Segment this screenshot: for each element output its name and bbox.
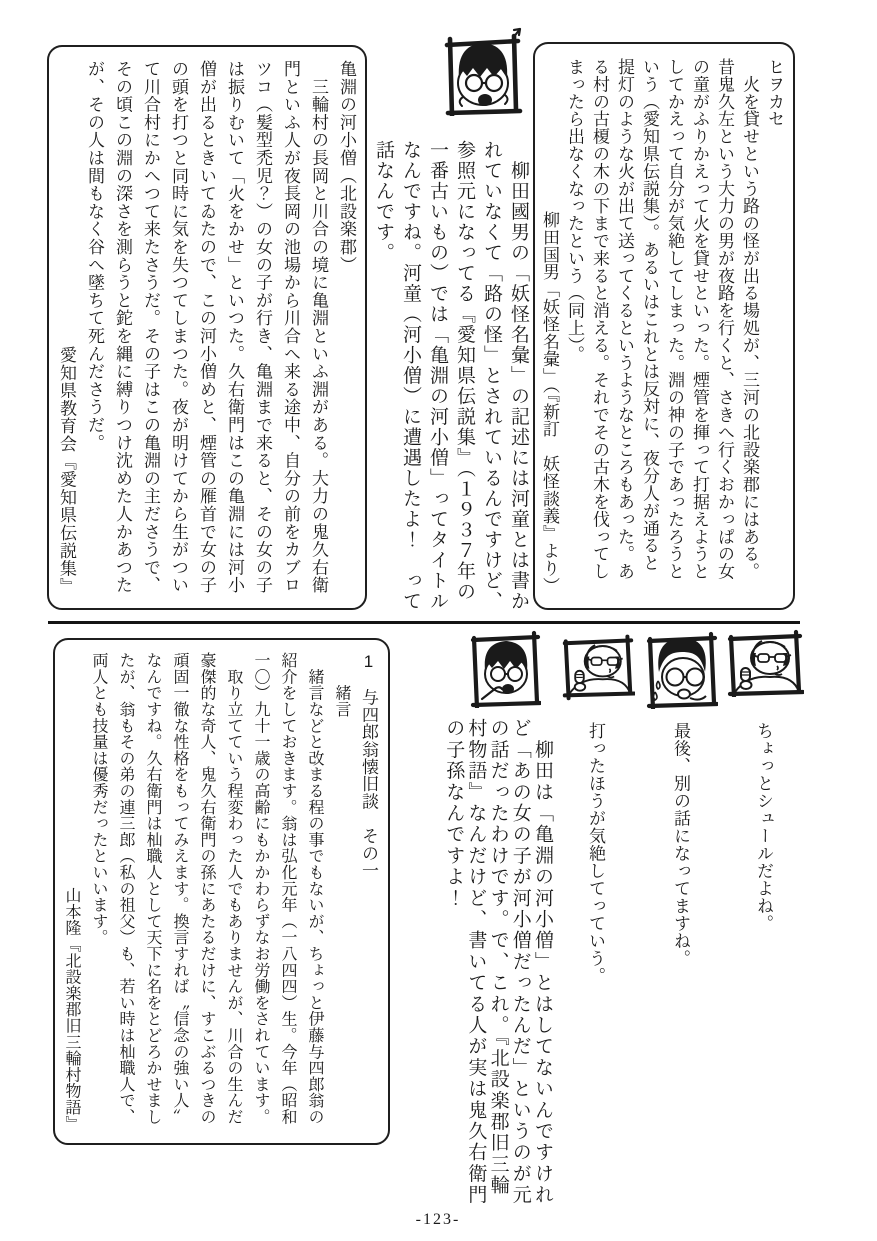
dialogue-closing-paragraph bbox=[441, 718, 553, 1214]
quote-line: 一〇）九十一歳の高齢にもかかわらずなお労働をされています。 bbox=[252, 652, 269, 1125]
commentary-line: 話なんです。 bbox=[373, 140, 394, 263]
quote-line: たが、翁もその弟の連三郎（私の祖父）も、若い時は杣職人で、 bbox=[117, 652, 134, 1125]
dialogue-line: の子孫なんですよ！ bbox=[443, 718, 465, 909]
quote-line: いう（愛知県伝説集）。あるいはこれとは反対に、夜分人が通ると bbox=[640, 58, 659, 572]
quote-line: 豪傑的な奇人、鬼久右衛門の孫にあたるだけに、すこぶるつきの bbox=[198, 652, 215, 1125]
quote-line: ツコ（髪型禿児？）の女の子が行き、亀淵まで来ると、その女の子 bbox=[253, 60, 272, 594]
dialogue-line: 柳田は「亀淵の河小僧」とはしてないんですけれ bbox=[532, 718, 553, 1206]
quote-line: 取り立てていう程変わった人でもありませんが、川合の生んだ bbox=[225, 652, 242, 1125]
quote-line: は振りむいて「火をかせ」といつた。久右衛門はこの亀淵には河小 bbox=[225, 60, 244, 594]
sweating-man-icon bbox=[645, 630, 718, 709]
shocked-face-illustration bbox=[441, 26, 525, 116]
quote-line: その頃この淵の深さを測らうと鉈を縄に縛りつけ沈めた人かあつた bbox=[113, 60, 132, 594]
quote-line: 三輪村の長岡と川合の境に亀淵といふ淵がある。大力の鬼久右衛 bbox=[309, 60, 328, 594]
quote-title-kamebuchi: 亀淵の河小僧（北設楽郡） bbox=[337, 60, 356, 274]
commentary-line: 柳田國男の「妖怪名彙」の記述には河童とは書か bbox=[508, 140, 529, 612]
commentary-line: 参照元になってる『愛知県伝説集』（１９３７年の bbox=[454, 140, 475, 602]
dialogue-line: 村物語』なんだけど、書いてる人が実は鬼久右衛門 bbox=[465, 718, 487, 1206]
page-number: -123- bbox=[415, 1211, 461, 1228]
quote-line: 両人とも技量は優秀だったといいます。 bbox=[90, 652, 107, 946]
quote-heading: 1 与四郎翁懐旧談 その一 bbox=[359, 652, 378, 879]
quote-attribution: 愛知県教育会『愛知県伝説集』 bbox=[57, 345, 76, 595]
quote-line: の頭を打つと同時に気を失つてしまつた。夜が明けてから生がつい bbox=[169, 60, 188, 594]
quote-title-hiwokase: ヒヲカセ bbox=[765, 58, 784, 128]
portrait-mic-man-2 bbox=[561, 628, 635, 704]
section-divider bbox=[48, 621, 800, 624]
dialogue-line: ど「あの女の子が河小僧だったんだ」というのが元 bbox=[509, 718, 531, 1206]
quote-line: 昔鬼久左という大力の男が夜路を行くと、さきへ行くおかっぱの女 bbox=[715, 58, 734, 580]
talking-bob-hair-icon bbox=[469, 629, 541, 708]
portrait-sweating-man bbox=[645, 630, 718, 709]
quote-line: なんですね。久右衛門は杣職人として天下に名をとどろかせまし bbox=[144, 652, 161, 1125]
dialogue-remark: 最後、別の話になってますね。 bbox=[671, 722, 690, 967]
microphone-interviewer-icon bbox=[726, 629, 804, 697]
quote-attribution: 柳田国男「妖怪名彙」（『新訂 妖怪談義』より） bbox=[540, 210, 559, 594]
quote-line: が、その人は間もなく谷へ墜ちて死んださうだ。 bbox=[85, 60, 104, 452]
quote-box-kamebuchi bbox=[47, 45, 367, 610]
dialogue-remark: ちょっとシュールだよね。 bbox=[754, 722, 773, 932]
quote-line: の童がふりかえって火を貸せといった。煙管を揮って打据えようと bbox=[690, 58, 709, 580]
dialogue-line: の話だったわけです。で、これ。『北設楽郡旧三輪 bbox=[487, 718, 509, 1197]
quote-line: 門といふ人が夜長岡の池場から川合へ来る途中、自分の前をカブロ bbox=[281, 60, 300, 594]
quote-attribution: 山本隆『北設楽郡旧三輪村物語』 bbox=[63, 886, 80, 1131]
quote-subheading: 緒言 bbox=[333, 652, 350, 718]
commentary-line: 一番古いもの）では「亀淵の河小僧」ってタイトル bbox=[427, 140, 448, 612]
quote-line: 頑固一徹な性格をもってみえます。換言すれば〝信念の強い人〟 bbox=[171, 652, 188, 1125]
dialogue-remark: 打ったほうが気絶してっていう。 bbox=[586, 722, 605, 985]
microphone-interviewer-icon bbox=[561, 628, 635, 704]
quote-box-hiwokase bbox=[533, 42, 795, 610]
quote-line: してかえって自分が気絶してしまった。淵の神の子であったろうと bbox=[665, 58, 684, 580]
portrait-bob-hair-speaker bbox=[469, 629, 541, 708]
quote-box-yoshiro bbox=[53, 638, 390, 1145]
quote-line: 僧が出るときいてゐたので、この河小僧めと、煙管の雁首で女の子 bbox=[197, 60, 216, 594]
quote-line: 緒言などと改まる程の事でもないが、ちょっと伊藤与四郎翁の bbox=[306, 652, 323, 1125]
commentary-line: れていなくて「路の怪」とされているんですけど、 bbox=[481, 140, 502, 612]
shocked-face-icon bbox=[441, 26, 525, 116]
commentary-line: なんですね。河童（河小僧）に遭遇したよ！ って bbox=[400, 140, 421, 612]
quote-line: 火を貸せという路の怪が出る場処が、三河の北設楽郡にはある。 bbox=[740, 58, 759, 580]
quote-line: 紹介をしておきます。翁は弘化元年（一八四四）生。今年（昭和 bbox=[279, 652, 296, 1125]
quote-line: 提灯のような火が出て送ってくるというようなところもあった。あ bbox=[615, 58, 634, 580]
commentary-block bbox=[366, 140, 532, 640]
quote-line: る村の古榎の木の下まで来ると消える。それでその古木を伐ってし bbox=[590, 58, 609, 580]
quote-line: て川合村にかへつて来たさうだ。その子はこの亀淵の主ださうで、 bbox=[141, 60, 160, 594]
portrait-mic-man-1 bbox=[726, 629, 804, 697]
quote-line: まったら出なくなったという（同上）。 bbox=[565, 58, 584, 363]
